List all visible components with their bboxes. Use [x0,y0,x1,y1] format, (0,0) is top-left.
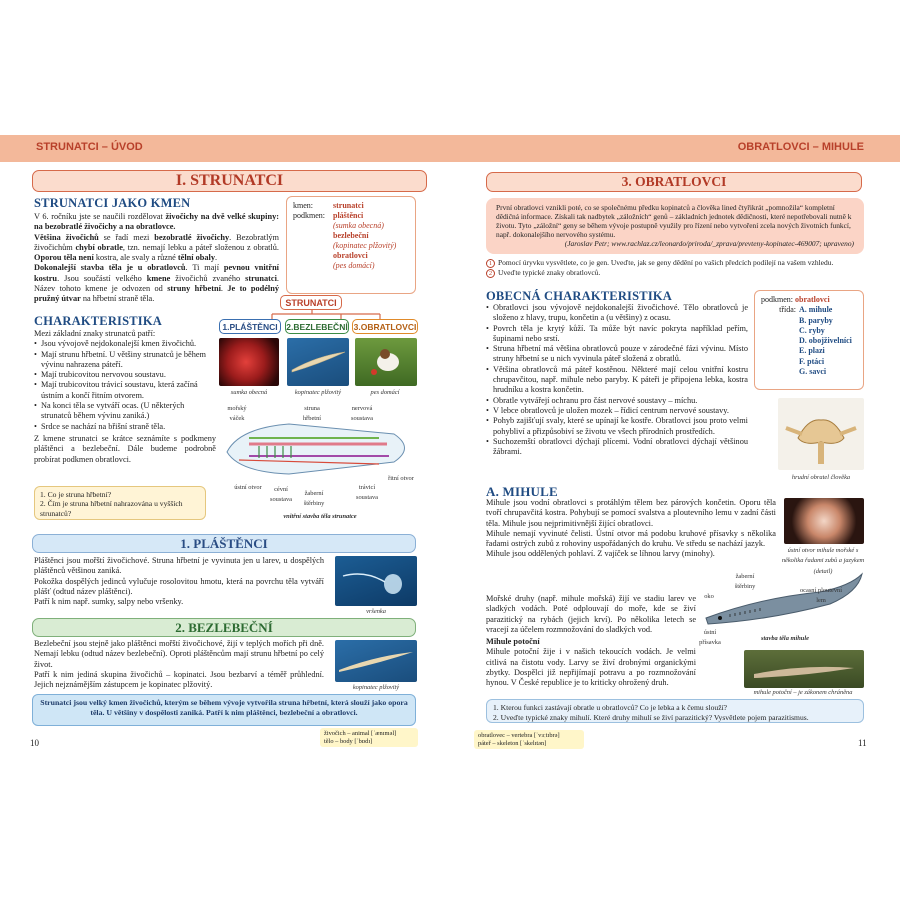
heading-mihule: A. MIHULE [486,484,558,499]
tree-child-2: 2.BEZLEBEČNÍ [285,319,349,334]
mihule-p2: Mihule nemají vyvinuté čelisti. Ústní otvor má podobu kruhové přísavky s několika řadami ostrých zubů z rohoviny uspořádaných do kruhu. Ve středu se nachází jazyk. [486,528,776,549]
chapter-title-right: 3. OBRATLOVCI [486,172,862,192]
bezlebecni-p2: Patří k nim jediná skupina živočichů – kopinatci. Jsou bezbarví a téměř průhlední. Jejich nejznámějším zástupcem je kopinatec plžovitý. [34,669,324,690]
lamprey-label: žaberní štěrbiny [734,573,756,591]
kopinatec-photo [287,338,349,386]
mihule-text-2 [486,594,696,689]
p2-f: . [214,253,218,263]
questions-right [486,699,864,723]
p1-pre: V 6. ročníku jste se naučili rozdělovat [34,212,166,221]
chapter-title-left: I. STRUNATCI [32,170,427,192]
task-number-2: 2 [486,269,495,278]
header-left: STRUNATCI – ÚVOD [36,141,143,153]
lamprey-label: ústní přísavka [699,629,721,647]
header-right: OBRATLOVCI – MIHULE [737,141,864,153]
char-item: • Většina obratlovců má páteř kostěnou. Některé mají celou vnitřní kostru chrupavčitou, např. mihule nebo paryby. K páteři je připojena lebka, kostra hrudníku a kostra končetin. [486,365,748,396]
mihule-potocni-caption: mihule potoční – je zákonem chráněna [753,689,853,696]
vocab-4: páteř – skeleton [ˈskelɪtən] [478,739,547,747]
kmen-box [286,196,416,294]
tree-child-3: 3.OBRATLOVCI [352,319,418,334]
diagram-label: struna hřbetní [302,405,322,423]
class-item: F. ptáci [799,356,825,366]
char-item: • V lebce obratlovců je uložen mozek – řídicí centrum nervové soustavy. [486,406,748,416]
kopinatec-photo-2 [335,640,417,682]
char-item: • Pohyb zajišťují svaly, které se upínají ke kostře. Obratlovci jsou proto velmi pohybliví a přizpůsobiví se životu ve všech přírodních prostředích. [486,416,748,437]
char-section [34,329,216,465]
page-number-right: 11 [858,738,867,748]
diagram-label: ústní otvor [234,484,262,491]
vocab-3: obratlovec – vertebra [ˈvɜːtɪbrə] [478,732,560,739]
tasks-right [486,258,866,278]
char-item: • Srdce se nachází na břišní straně těla. [34,422,216,432]
class-trida-key: třída: [779,305,796,315]
heading-general-char: OBECNÁ CHARAKTERISTIKA [486,289,673,303]
char-item: • Jsou vývojově nejdokonalejší kmen živočichů. [34,339,216,349]
p2-b3: chybí obratle [75,242,123,252]
char-item: • Povrch těla je krytý kůží. Ta může být navíc pokryta například peřím, šupinami nebo srstí. [486,324,748,345]
left-page [30,162,432,762]
p3-b5: struny hřbetní [167,284,221,294]
diagram-label: nervová soustava [350,405,373,423]
vocab-left [320,728,418,747]
question-r1: 1. Kterou funkci zastávají obratle u obratlovců? Co je lebka a k čemu slouží? [493,703,728,712]
char-item: • Struna hřbetní má většina obratlovců pouze v zárodečné fázi vývinu. Místo struny hřbetní se u nich vyvinula páteř složená z obratlů. [486,344,748,365]
diagram-label: trávicí soustava [355,484,378,502]
char-outro: Z kmene strunatci se krátce seznámíte s podkmeny pláštěnci a bezlebeční. Dále budeme podrobně probírat podkmen obratlovci. [34,433,216,464]
kmen-key: kmen: [293,201,313,210]
class-list [799,305,852,377]
mihule-p4: Mořské druhy (např. mihule mořská) žijí ve stadiu larev ve sladkých vodách. Poté odplouvají do moře, kde se živí parazitický na rybách (jejich krví). Po několika letech se vracejí za účelem rozmnožování do sladkých vod. [486,594,696,634]
char-list [34,339,216,432]
podkmen-v2: pláštěnci [333,211,364,220]
vertebra-image [778,398,864,470]
p3-f: . [220,284,228,294]
task-number-1: 1 [486,259,495,268]
mihule-p3: Mihule jsou oddělených pohlaví. Z vajíček se líhnou larvy (minohy). [486,549,715,559]
class-item: D. obojživelníci [799,336,852,346]
quote-box [486,198,864,254]
lamprey-caption: stavba těla mihule [761,635,809,642]
tree-child-1: 1.PLÁŠTĚNCI [219,319,281,334]
bezlebecni-text [34,639,324,690]
p3-b: Dokonalejší stavba těla je u obratlovců [34,263,186,273]
general-char-list [486,303,748,457]
podkmen-v4: obratlovci [333,251,368,260]
p2-a: se řadí mezi [98,232,155,242]
p3-b2: pevnou vnitřní kostru [34,263,279,283]
char-item: • Obratlovci jsou vývojově nejdokonalejší živočichové. Tělo obratlovců je složeno z hlavy, trupu, končetin a (u většiny) z ocasu. [486,303,748,324]
kmen-value: strunatci [333,201,364,210]
kopinatec-caption: kopinatec plžovitý [294,389,342,396]
plastenci-p2: Pokožka dospělých jedinců vylučuje rosolovitou hmotu, která na povrchu těla vytváří plášť (odtud název pláštěnci). [34,576,324,596]
plastenci-text [34,556,324,607]
p2-b2: bezobratlé živočichy [154,232,230,242]
quote-text: První obratlovci vznikli poté, co se společnému předku kopinatců a člověka lined čtyřikrát „pomnožila“ kompletní dědičná informace. Získali tak nadbytek „záložních“ genů – základních jednotek dědičnosti, které nepotřebovali nutně k životu. Tyto „záložní“ geny se během vývoje postupně využily pro řízení nebo vytvoření zcela nových životních funkcí, např. dokonalejšího nervového systému. [496,203,852,239]
question-1: 1. Co je struna hřbetní? [40,490,112,499]
char-item: • Suchozemští obratlovci dýchají plícemi. Vodní obratlovci dýchají většinou žábrami. [486,437,748,458]
podkmen-v3: bezlebeční [333,231,369,240]
mouth-caption: ústní otvor mihule mořské s několika řadami zubů a jazykem (detail) [781,547,865,575]
summary-box: Strunatci jsou velký kmen živočichů, kterým se během vývoje vytvořila struna hřbetní, která slouží jako opora těla. U většiny v dospělosti zaniká. Patří k nim pláštěnci, bezlebeční a obratlovci. [32,694,416,726]
right-page [478,162,866,762]
lamprey-label: ocasní ploutevní lem [799,587,843,605]
vrsenka-photo [335,556,417,606]
p3-a: . Ti mají [185,263,224,273]
class-item: E. plazi [799,346,825,356]
char-item: • Mají trubicovitou trávicí soustavu, která začíná ústním a končí řitním otvorem. [34,380,216,401]
vocab-1: živočich – animal [ˈænɪməl] [324,730,397,737]
p2-b: Většina živočichů [34,232,99,242]
mihule-potocni-photo [744,650,864,688]
char-item: • Na konci těla se vytváří ocas. (U některých strunatců během vývinu zaniká.) [34,401,216,422]
plastenci-p3: Patří k nim např. sumky, salpy nebo vršenky. [34,597,184,607]
class-item: B. paryby [799,315,833,325]
vrsenka-caption: vršenka [366,608,386,615]
vocab-right [474,730,584,749]
char-intro: Mezi základní znaky strunatců patří: [34,329,156,338]
question-r2: 2. Uveďte typické znaky mihulí. Které druhy mihulí se živí parazitický? Vysvětlete pojem parazitismus. [493,712,809,722]
podkmen-key: podkmen: [293,211,325,220]
diagram-label: žaberní štěrbiny [303,490,325,508]
p3-b4: strunatci [245,273,277,283]
char-item: • Mají strunu hřbetní. U většiny strunatců je během vývinu nahrazena páteří. [34,350,216,371]
p2-b5: tělní obaly [177,253,215,263]
dog-photo [355,338,417,386]
p3-e: . Název tohoto kmene je odvozen od [34,273,279,294]
header-band [0,135,900,162]
mihule-p5: Mihule potoční žije i v našich tekoucích vodách. Je velmi citlivá na čistotu vody. Larvy se živí drobnými organickými zbytky. Dospělci již nepřijímají potravu a po rozmnožování hynou. V České republice je to kriticky ohrožený druh. [486,647,696,688]
class-podkmen-key: podkmen: [761,295,793,304]
mihule-potocni-heading: Mihule potoční [486,637,540,647]
bezlebecni-p1: Bezlebeční jsou stejně jako pláštěnci mořští živočichové, žijí v teplých mořích při dně. Nemají lebku (odtud název bezlebeční). Oproti pláštěncům mají strunu hřbetní po celý život. [34,639,324,669]
page-number-left: 10 [30,738,39,748]
p3-d: živočichů zvaného [170,273,246,283]
diagram-label: řitní otvor [388,475,414,482]
class-item: A. mihule [799,305,833,315]
heading-main: STRUNATCI JAKO KMEN [34,196,191,210]
tree-root: STRUNATCI [280,295,342,310]
section-plastenci-title: 1. PLÁŠTĚNCI [32,534,416,553]
diagram-caption: vnitřní stavba těla strunatce [283,513,357,520]
p2-e: kostra, ale svaly a různé [93,253,178,263]
class-box [754,290,864,390]
podkmen-v2i: (sumka obecná) [333,221,384,230]
question-2: 2. Čím je struna hřbetní nahrazována u vyšších strunatců? [40,499,183,518]
sumka-caption: sumka obecná [230,389,268,396]
mihule-p1: Mihule jsou vodní obratlovci s protáhlým tělem bez párových končetin. Oporu těla tvoří chrupavčitá kostra. Pohybují se pomocí svalstva a ploutevního lemu v zadní části těla. Mihule jsou nejprimitivnější žijící obratlovci. [486,498,776,528]
kopinatec-caption-2: kopinatec plžovitý [352,684,400,691]
p1-b1: živočichy na dvě velké skupiny: na bezobratlé živočichy a na obratlovce. [34,212,279,232]
plastenci-p1: Pláštěnci jsou mořští živočichové. Struna hřbetní je vyvinuta jen u larev, u dospělých pláštěnců většinou zaniká. [34,556,324,576]
class-podkmen-value: obratlovci [795,295,830,304]
char-item: • Mají trubicovitou nervovou soustavu. [34,370,216,380]
heading-characteristics: CHARAKTERISTIKA [34,314,163,328]
podkmen-v4i: (pes domácí) [333,261,375,270]
quote-source: (Jaroslav Petr; www.rachlaz.cz/leonardo/priroda/_zprava/prevteny-kopinatec-469007; upraveno) [564,239,854,248]
diagram-label: cévní soustava [269,486,292,504]
p2-d: , tzn. nemají lebku a páteř složenou z obratlů. [122,242,279,252]
questions-left [34,486,206,520]
section-bezlebecni-title: 2. BEZLEBEČNÍ [32,618,416,637]
task-2: Uveďte typické znaky obratlovců. [498,268,601,277]
podkmen-v3i: (kopinatec plžovitý) [333,241,397,250]
intro-text [34,212,279,305]
class-item: C. ryby [799,325,825,335]
lamprey-label: oko [704,593,714,600]
mihule-text [486,498,776,560]
mouth-photo [784,498,864,544]
task-1: Pomocí úryvku vysvětlete, co je gen. Uveďte, jak se geny dědění po vašich předcích podílejí na vašem vzhledu. [498,258,834,267]
class-item: G. savci [799,367,827,377]
vertebra-caption: hrudní obratel člověka [791,474,851,481]
p2-c: . Bezobratlým živočichům [34,232,279,252]
p2-b4: Oporou těla není [34,253,94,263]
dog-caption: pes domácí [370,389,400,396]
p3-b6: Je to podélný pružný útvar [34,284,279,304]
vocab-2: tělo – body [ˈbɒdɪ] [324,737,373,745]
sumka-photo [219,338,279,386]
p3-g: na hřbetní straně těla. [80,294,155,304]
char-item: • Obratle vytvářejí ochranu pro část nervové soustavy – míchu. [486,396,748,406]
p3-c: . Jsou součástí velkého [57,273,147,283]
diagram-label: mořský váček [227,405,247,423]
p3-b3: kmene [146,273,171,283]
